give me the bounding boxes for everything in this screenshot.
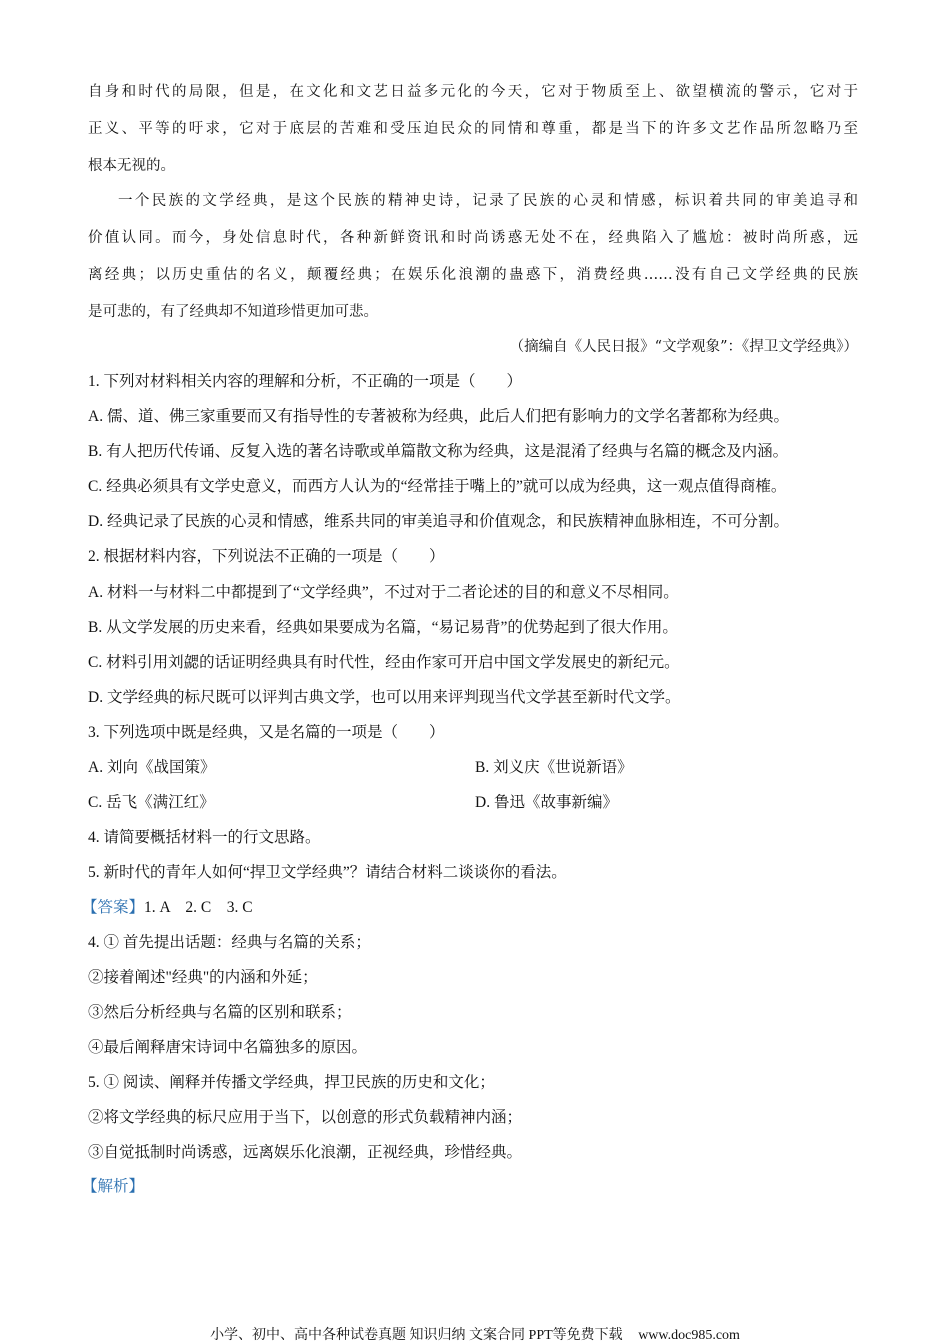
- passage-line: 正义、平等的吁求，它对于底层的苦难和受压迫民众的同情和尊重，都是当下的许多文艺作品所忽略乃至: [88, 121, 858, 137]
- option: C. 经典必须具有文学史意义，而西方人认为的“经常挂于嘴上的”就可以成为经典，这一观点值得商榷。: [88, 478, 787, 495]
- passage-line: 是可悲的，有了经典却不知道珍惜更加可悲。: [88, 304, 378, 320]
- option: C. 岳飞《满江红》: [88, 794, 215, 811]
- analysis-tag: 【解析】: [82, 1178, 145, 1195]
- question-3: 3. 下列选项中既是经典，又是名篇的一项是（ ）: [88, 724, 445, 741]
- footer-text: 小学、初中、高中各种试卷真题 知识归纳 文案合同 PPT等免费下载: [210, 1328, 623, 1343]
- answer-line: 4. ① 首先提出话题：经典与名篇的关系；: [88, 934, 371, 951]
- answer-line: ②将文学经典的标尺应用于当下，以创意的形式负载精神内涵；: [88, 1109, 523, 1126]
- option: A. 刘向《战国策》: [88, 759, 216, 776]
- passage-line: 价值认同。而今，身处信息时代，各种新鲜资讯和时尚诱惑无处不在，经典陷入了尴尬：被时尚所惑，远: [88, 230, 858, 246]
- option: D. 文学经典的标尺既可以评判古典文学，也可以用来评判现当代文学甚至新时代文学。: [88, 689, 681, 706]
- option: B. 从文学发展的历史来看，经典如果要成为名篇，“易记易背”的优势起到了很大作用。: [88, 619, 678, 636]
- question-5: 5. 新时代的青年人如何“捍卫文学经典”？请结合材料二谈谈你的看法。: [88, 864, 567, 881]
- passage-source: （摘编自《人民日报》“文学观象”：《捍卫文学经典》）: [509, 339, 858, 355]
- footer-link[interactable]: www.doc985.com: [638, 1328, 740, 1343]
- option: A. 材料一与材料二中都提到了“文学经典”，不过对于二者论述的目的和意义不尽相同。: [88, 584, 679, 601]
- answer-line: ②接着阐述"经典"的内涵和外延；: [88, 969, 318, 986]
- passage-line: 根本无视的。: [88, 158, 175, 174]
- answer-line: ③自觉抵制时尚诱惑，远离娱乐化浪潮，正视经典，珍惜经典。: [88, 1144, 523, 1161]
- answer-choices: 1. A 2. C 3. C: [144, 899, 253, 916]
- answer-line: ④最后阐释唐宋诗词中名篇独多的原因。: [88, 1039, 368, 1056]
- passage-line: 离经典；以历史重估的名义，颠覆经典；在娱乐化浪潮的蛊惑下，消费经典……没有自己文学经典的民族: [88, 267, 858, 283]
- question-2: 2. 根据材料内容，下列说法不正确的一项是（ ）: [88, 548, 445, 565]
- option: D. 鲁迅《故事新编》: [475, 794, 618, 811]
- question-1: 1. 下列对材料相关内容的理解和分析，不正确的一项是（ ）: [88, 373, 523, 390]
- answer-line: [82, 898, 852, 918]
- passage-line: 一个民族的文学经典，是这个民族的精神史诗，记录了民族的心灵和情感，标识着共同的审美追寻和: [118, 193, 858, 209]
- answer-line: 5. ① 阅读、阐释并传播文学经典，捍卫民族的历史和文化；: [88, 1074, 495, 1091]
- option: B. 刘义庆《世说新语》: [475, 759, 633, 776]
- footer: [0, 1324, 950, 1344]
- option: A. 儒、道、佛三家重要而又有指导性的专著被称为经典，此后人们把有影响力的文学名著都称为经典。: [88, 408, 789, 425]
- answer-line: ③然后分析经典与名篇的区别和联系；: [88, 1004, 352, 1021]
- answer-tag: 【答案】: [82, 899, 145, 916]
- option: C. 材料引用刘勰的话证明经典具有时代性，经由作家可开启中国文学发展史的新纪元。: [88, 654, 680, 671]
- option: D. 经典记录了民族的心灵和情感，维系共同的审美追寻和价值观念，和民族精神血脉相连，不可分割。: [88, 513, 789, 530]
- question-4: 4. 请简要概括材料一的行文思路。: [88, 829, 321, 846]
- option: B. 有人把历代传诵、反复入选的著名诗歌或单篇散文称为经典，这是混淆了经典与名篇的概念及内涵。: [88, 443, 789, 460]
- passage-line: 自身和时代的局限，但是，在文化和文艺日益多元化的今天，它对于物质至上、欲望横流的警示，它对于: [88, 84, 858, 100]
